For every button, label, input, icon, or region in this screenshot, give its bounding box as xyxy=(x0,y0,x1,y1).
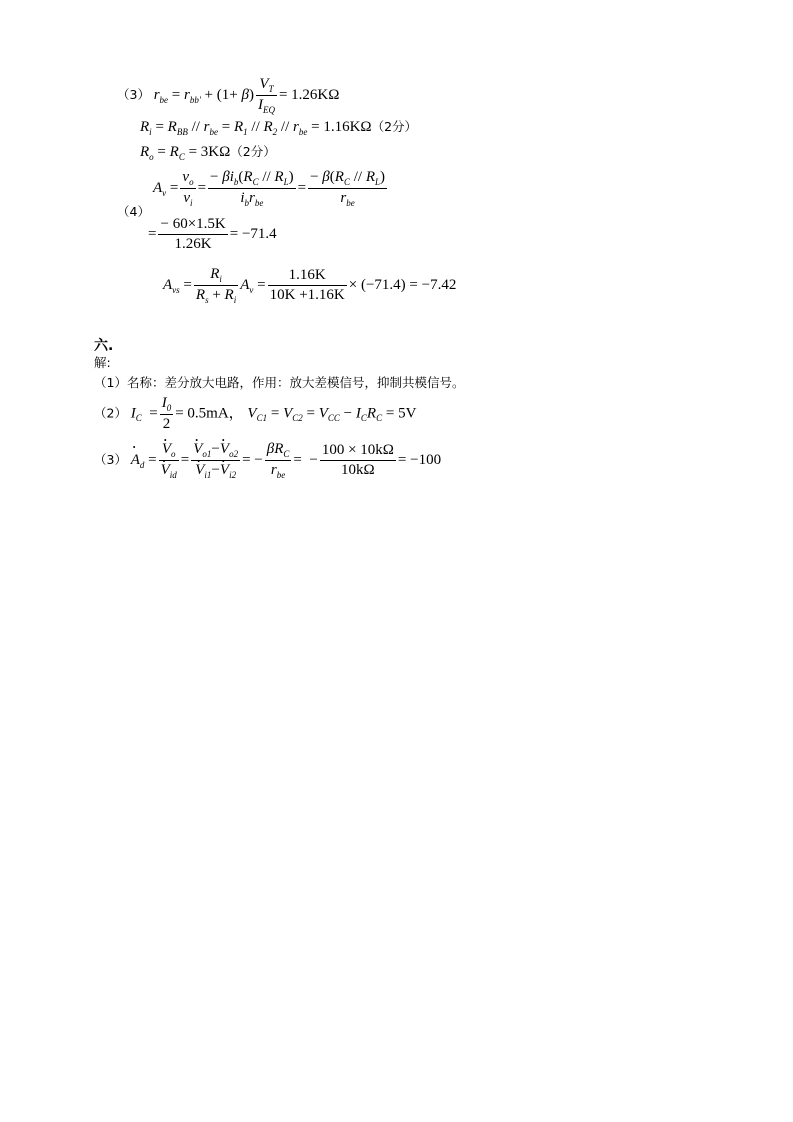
avs-denominator: 10K +1.16K xyxy=(269,287,345,303)
ad-denominator: 10kΩ xyxy=(341,462,375,478)
av-numerator: 60×1.5K xyxy=(172,216,226,232)
ri-value: 1.16KΩ xyxy=(323,119,372,135)
ic-value: 0.5mA xyxy=(187,405,229,422)
item-number-4: （4） xyxy=(117,204,150,219)
ri-score: （2分） xyxy=(371,119,418,134)
section-heading: 六. xyxy=(94,338,114,354)
eq-ro: $R_o = R_C = 3K\Omega(2$分） xyxy=(140,144,276,162)
eq-avs: $A_{vs}$ = $\frac{R_i}{R_s + R_i}$ $A_v$ = $\frac{1.16K}{10K +1.16K}$ × (−71.4) = −7.42 xyxy=(163,266,457,305)
eq-av: $A_v$ = $\frac{v_o}{v_i}$ = $\frac{- \beta i_b(R_C // R_L)}{i_br_{be}}$ = $\frac{- \beta(R_C // R_L)}{r_{be}}$ xyxy=(153,169,385,208)
avs-value: (−71.4) = −7.42 xyxy=(360,276,457,293)
vc-value: 5V xyxy=(398,405,417,422)
item-number: （1） xyxy=(94,375,127,390)
item-number: （3） xyxy=(117,86,150,102)
ro-value: 3KΩ xyxy=(200,144,231,160)
ad-value: −100 xyxy=(410,451,442,468)
answer-1-text: 名称：差分放大电路，作用：放大差模信号，抑制共模信号。 xyxy=(126,375,465,390)
answer-2: （2） $I_C$ = $\frac{I_0}{2}$ = 0.5mA， $V_{C1} = V_{C2} = V_{CC} - I_CR_C = 5V$ xyxy=(94,395,417,432)
av-value: −71.4 xyxy=(241,225,277,242)
item-number: （3） xyxy=(94,451,127,467)
solution-label: 解: xyxy=(94,355,111,370)
ro-score: （2分） xyxy=(230,144,276,159)
eq-ri: $R_i = R_{BB} // r_{be} = R_1 // R_2 // r_{be} = 1.16K\Omega(2$分） xyxy=(140,119,418,137)
answer-3: （3） • $A_d$ = • $V_o$ • $V_{id}$ = • $V_{o1}-•$ $V_{o2}$ • $V_{i1}-•$ $V_{i2}$ = − $\frac{\beta R_C}{r_{be}}$ = − $\frac{100 \times 10k\Omega}{10k\Omega}$ = −100 xyxy=(94,440,441,481)
item-number: （2） xyxy=(94,405,127,421)
eq-av-value: = $\frac{- 60\times 1.5K}{1.26K}$ = −71.4 xyxy=(148,216,277,252)
avs-numerator: 1.16K xyxy=(268,266,347,286)
eq-rbe: （3） $r_{be} = r_{bb'} + (1+ \beta)$ $\frac{V_T}{I_{EQ}}$ = 1.26KΩ xyxy=(117,76,340,115)
av-denominator: 1.26K xyxy=(174,236,212,252)
rbe-value: 1.26KΩ xyxy=(291,86,340,103)
answer-1 xyxy=(94,373,464,391)
ad-numerator: 100 × 10kΩ xyxy=(320,441,396,461)
